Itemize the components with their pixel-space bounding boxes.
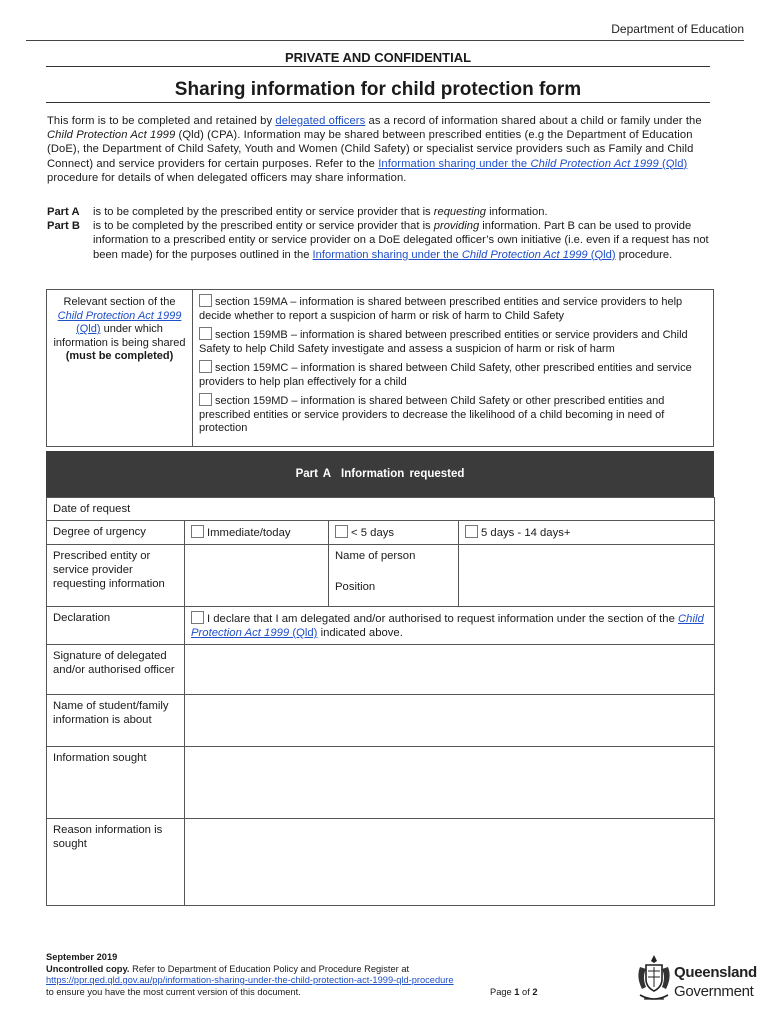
part-a-banner: Part A Information requested — [46, 451, 714, 497]
option-159mc: section 159MC – information is shared between Child Safety, other prescribed entities and service providers to help plan effectively for a child — [199, 362, 692, 388]
page-number: Page 1 of 2 — [490, 987, 538, 997]
footer-date: September 2019 — [46, 952, 118, 962]
logo-text-government: Government — [674, 983, 754, 1000]
intro-paragraph: This form is to be completed and retained by delegated officers as a record of information shared about a child or family under the Child Protection Act 1999 (Qld) (CPA). Information may be shared between prescribed entities (e.g the Department of Education (DoE), the Department of Child Safety, Youth and Women (Child Safety) or specialist service providers such as Family and Child Connect) and service providers for certain purposes. Refer to the Information sharing under the Child Protection Act 1999 (Qld) procedure for details of when delegated officers may share information. — [47, 115, 702, 184]
urgency-immediate-checkbox[interactable] — [191, 525, 204, 538]
divider — [46, 102, 710, 103]
declaration-label: Declaration — [47, 607, 185, 645]
name-position-labels — [329, 545, 459, 607]
section-159ma-checkbox[interactable] — [199, 294, 212, 307]
student-input[interactable] — [185, 695, 715, 747]
student-label: Name of student/family information is about — [47, 695, 185, 747]
parts-description: Part A is to be completed by the prescribed entity or service provider that is requesting information. Part B is to be completed by the prescribed entity or service provider that is providing information. Part B can be used to provide information to a prescribed entity or service provider on a DoE delegated officer’s own initiative (i.e. even if a request has not been made) for the purposes outlined in the Information sharing under the Child Protection Act 1999 (Qld) procedure. — [47, 206, 709, 261]
position-label: Position — [335, 581, 376, 593]
section-options — [193, 290, 714, 447]
urgency-option-lt5[interactable]: < 5 days — [329, 521, 459, 545]
information-sought-label: Information sought — [47, 747, 185, 819]
section-159mb-checkbox[interactable] — [199, 327, 212, 340]
urgency-lt5-checkbox[interactable] — [335, 525, 348, 538]
logo-text-queensland: Queensland — [674, 964, 757, 981]
section-selection-table — [46, 289, 714, 447]
signature-input[interactable] — [185, 645, 715, 695]
date-of-request-field[interactable]: Date of request — [47, 498, 715, 521]
part-a-label: Part A — [47, 206, 80, 218]
information-sought-input[interactable] — [185, 747, 715, 819]
queensland-government-logo — [634, 953, 757, 1005]
reason-label: Reason information is sought — [47, 819, 185, 906]
part-b-label: Part B — [47, 220, 80, 233]
reason-input[interactable] — [185, 819, 715, 906]
cpa-link[interactable]: Child Protection Act 1999 (Qld) — [191, 613, 704, 639]
urgency-5to14-checkbox[interactable] — [465, 525, 478, 538]
cpa-link[interactable]: Child Protection Act 1999 (Qld) — [57, 309, 182, 335]
delegated-officers-link[interactable]: delegated officers — [275, 115, 366, 127]
signature-label: Signature of delegated and/or authorised officer — [47, 645, 185, 695]
option-159mb: section 159MB – information is shared between prescribed entities or service providers and Child Safety to help Child Safety investigate and assess a suspicion of harm or risk of harm — [199, 329, 688, 355]
option-159md: section 159MD – information is shared between Child Safety or other prescribed entities and prescribed entities or service providers to decrease the likelihood of a child becoming in need of protection — [199, 395, 665, 434]
section-159md-checkbox[interactable] — [199, 393, 212, 406]
procedure-link[interactable]: Information sharing under the Child Protection Act 1999 (Qld) — [312, 248, 616, 261]
confidential-label: PRIVATE AND CONFIDENTIAL — [284, 50, 472, 65]
footer: September 2019 Uncontrolled copy. Refer to Department of Education Policy and Procedure Register at https://ppr.qed.qld.gov.au/pp/information-sharing-under-the-child-protection-act-1999-qld-procedure to ensure you have the most current version of this document. — [46, 952, 454, 997]
divider — [46, 66, 710, 67]
urgency-label: Degree of urgency — [47, 521, 185, 545]
urgency-option-5to14[interactable]: 5 days - 14 days+ — [459, 521, 715, 545]
urgency-option-immediate[interactable]: Immediate/today — [185, 521, 329, 545]
relevant-section-label: Relevant section of the Child Protection Act 1999 (Qld) under which information is being shared (must be completed) — [47, 290, 193, 447]
name-of-person-label: Name of person — [335, 550, 416, 562]
name-position-input[interactable] — [459, 545, 715, 607]
coat-of-arms-icon — [634, 953, 674, 1005]
section-159mc-checkbox[interactable] — [199, 360, 212, 373]
entity-label: Prescribed entity or service provider requesting information — [47, 545, 185, 607]
part-a-form — [46, 497, 715, 906]
option-159ma: section 159MA – information is shared between prescribed entities and service providers to help decide whether to report a suspicion of harm or risk of harm to Child Safety — [199, 296, 683, 322]
declaration-text: I declare that I am delegated and/or authorised to request information under the section of the Child Protection Act 1999 (Qld) indicated above. — [185, 607, 715, 645]
procedure-link[interactable]: Information sharing under the Child Protection Act 1999 (Qld) — [378, 157, 688, 170]
register-url-link[interactable]: https://ppr.qed.qld.gov.au/pp/information-sharing-under-the-child-protection-act-1999-qld-procedure — [46, 975, 454, 985]
page-title: Sharing information for child protection form — [174, 79, 582, 100]
department-name: Department of Education — [611, 22, 744, 36]
header-rule — [26, 40, 744, 41]
declaration-checkbox[interactable] — [191, 611, 204, 624]
entity-input[interactable] — [185, 545, 329, 607]
